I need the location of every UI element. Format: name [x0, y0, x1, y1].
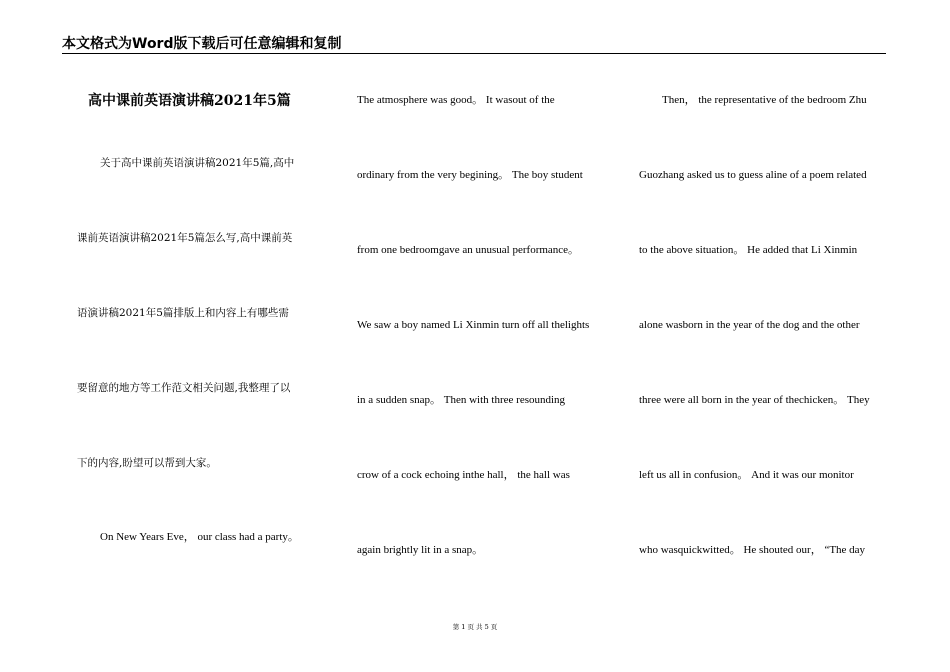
- text-line: 课前英语演讲稿2021年5篇怎么写,高中课前英: [77, 232, 293, 244]
- text-line: left us all in confusion。 And it was our monitor: [639, 469, 854, 481]
- text-line: Then， the representative of the bedroom Zhu: [662, 94, 867, 106]
- text-line: The atmosphere was good。 It wasout of the: [357, 94, 555, 106]
- text-line: ordinary from the very begining。 The boy student: [357, 169, 583, 181]
- text-line: in a sudden snap。 Then with three resounding: [357, 394, 566, 406]
- text-line: Guozhang asked us to guess aline of a poem related: [639, 169, 867, 181]
- text-line: three were all born in the year of thechicken。 They: [639, 394, 870, 406]
- text-line: again brightly lit in a snap。: [357, 544, 484, 556]
- text-line: 关于高中课前英语演讲稿2021年5篇,高中: [100, 157, 295, 169]
- page-number-footer: 第 1 页 共 5 页: [452, 623, 498, 631]
- document-header-title: 本文格式为Word版下载后可任意编辑和复制: [62, 36, 342, 52]
- text-line: alone wasborn in the year of the dog and the other: [639, 319, 860, 331]
- header-rule: [62, 53, 886, 54]
- text-line: to the above situation。 He added that Li Xinmin: [639, 244, 858, 256]
- text-line: from one bedroomgave an unusual performance。: [357, 244, 580, 256]
- text-line: 语演讲稿2021年5篇排版上和内容上有哪些需: [77, 307, 289, 319]
- text-line: 要留意的地方等工作范文相关问题,我整理了以: [77, 382, 291, 394]
- text-line: We saw a boy named Li Xinmin turn off all thelights: [357, 319, 590, 331]
- text-line: 下的内容,盼望可以帮到大家。: [77, 457, 217, 469]
- document-title: 高中课前英语演讲稿2021年5篇: [88, 93, 291, 109]
- text-line: On New Years Eve， our class had a party。: [100, 531, 299, 543]
- text-line: who wasquickwitted。 He shouted our， “The day: [639, 544, 866, 556]
- text-line: crow of a cock echoing inthe hall， the hall was: [357, 469, 570, 481]
